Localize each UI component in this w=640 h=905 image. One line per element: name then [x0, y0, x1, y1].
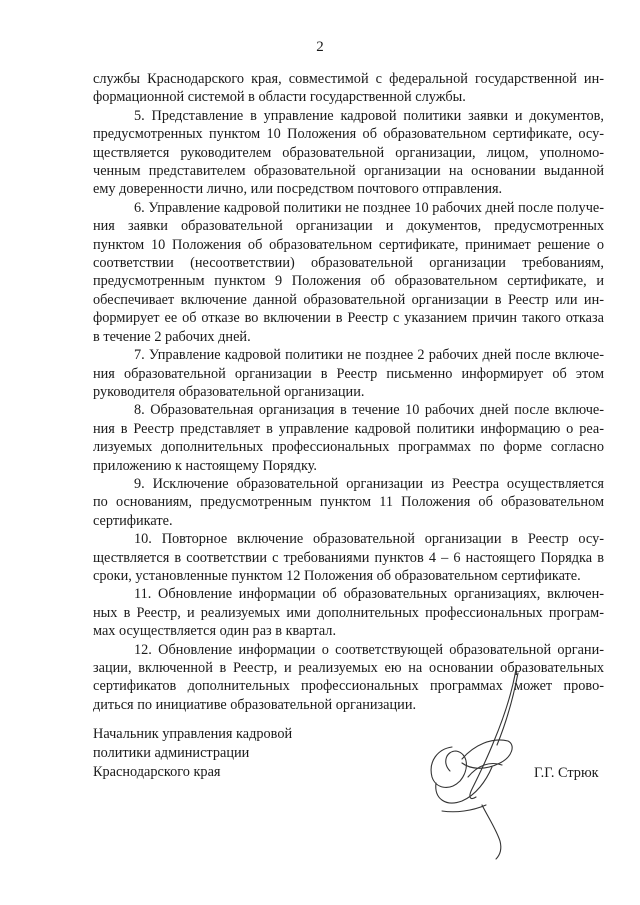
text-line: 9. Исключение образовательной организации из Реестра осуществляется — [134, 475, 604, 492]
handwritten-signature — [412, 665, 537, 865]
text-line: приложению к настоящему Порядку. — [93, 457, 317, 474]
text-line: мах осуществляется один раз в квартал. — [93, 623, 337, 640]
paragraph — [93, 475, 604, 530]
text-line: сроки, установленные пунктом 12 Положения об образовательном сертификате. — [93, 567, 581, 584]
text-line: формационной системой в области государственной службы. — [93, 89, 466, 106]
text-line: 8. Образовательная организация в течение 10 рабочих дней после включе- — [134, 402, 604, 419]
signatory-title-line-1: Начальник управления кадровой — [93, 726, 293, 742]
text-line: службы Краснодарского края, совместимой с федеральной государственной ин- — [93, 71, 604, 87]
text-line: ния заявки образовательной организации и документов, предусмотренных — [93, 218, 604, 235]
text-line: сертификате. — [93, 512, 173, 529]
text-line: предусмотренным пунктом 9 Положения об образовательном сертификате, и — [93, 273, 604, 290]
text-line: пунктом 10 Положения об образовательном сертификате, принимает решение о — [93, 236, 604, 253]
text-line: сертификатов дополнительных профессиональных программах может прово- — [93, 678, 604, 695]
signatory-name: Г.Г. Стрюк — [534, 765, 599, 781]
paragraph — [93, 107, 604, 199]
text-line: руководителя образовательной организации. — [93, 383, 365, 400]
text-line: 10. Повторное включение образовательной организации в Реестр осу- — [134, 531, 604, 548]
text-line: 12. Обновление информации о соответствующей образовательной органи- — [134, 641, 604, 658]
paragraph — [93, 585, 604, 640]
signatory-title-line-3: Краснодарского края — [93, 764, 221, 780]
text-line: зации, включенной в Реестр, и реализуемых ею на основании образовательных — [93, 660, 604, 676]
text-line: ществляется в соответствии с требованиями пунктов 4 – 6 настоящего Порядка в — [93, 549, 604, 566]
text-line: диться по инициативе образовательной организации. — [93, 696, 417, 713]
text-line: ществляется руководителем образовательной организации, лицом, уполномо- — [93, 144, 604, 161]
text-line: ния в Реестр представляет в управление кадровой политики информацию о реа- — [93, 420, 604, 437]
text-line: 6. Управление кадровой политики не позднее 10 рабочих дней после получе- — [134, 199, 604, 216]
text-line: ния образовательной организации в Реестр письменно информирует об этом — [93, 365, 604, 382]
text-line: соответствии (несоответствии) образовательной организации требованиям, — [93, 255, 604, 272]
text-line: 5. Представление в управление кадровой политики заявки и документов, — [134, 107, 604, 124]
signature-block-title — [93, 725, 292, 782]
text-line: ему доверенности лично, или посредством почтового отправления. — [93, 181, 503, 198]
text-line: 7. Управление кадровой политики не позднее 2 рабочих дней после включе- — [134, 347, 604, 364]
text-line: ных в Реестр, и реализуемых ими дополнительных профессиональных програм- — [93, 604, 604, 621]
paragraph — [93, 401, 604, 475]
text-line: обеспечивает включение данной образовательной организации в Реестр или ин- — [93, 291, 604, 308]
text-line: 11. Обновление информации об образовательных организациях, включен- — [134, 586, 604, 603]
text-line: в течение 2 рабочих дней. — [93, 328, 251, 345]
text-line: формирует ее об отказе во включении в Реестр с указанием причин такого отказа — [93, 310, 604, 327]
text-line: по основаниям, предусмотренным пунктом 11 Положения об образовательном — [93, 494, 604, 511]
document-body — [93, 70, 604, 714]
page-number: 2 — [316, 39, 324, 55]
paragraph — [93, 346, 604, 401]
text-line: предусмотренных пунктом 10 Положения об образовательном сертификате, осу- — [93, 126, 604, 143]
paragraph — [93, 70, 604, 107]
text-line: лизуемых дополнительных профессиональных программах по форме согласно — [93, 439, 604, 456]
paragraph — [93, 199, 604, 346]
paragraph — [93, 530, 604, 585]
text-line: ченным представителем образовательной организации на основании выданной — [93, 163, 604, 180]
signatory-title-line-2: политики администрации — [93, 745, 250, 761]
